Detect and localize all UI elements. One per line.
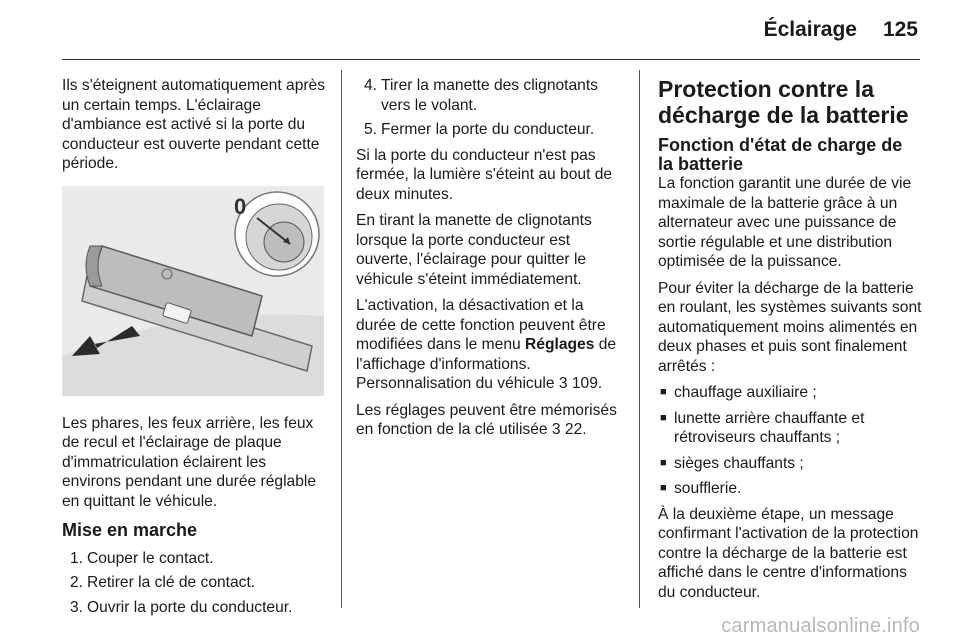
column-divider-1 — [341, 70, 342, 608]
page-reference: 3 22. — [551, 421, 587, 438]
paragraph-pull-stalk: En tirant la manette de clignotants lorsque la porte conducteur est ouverte, l'éclairage pour quitter le véhicule s'éteint immédiatement. — [356, 212, 592, 288]
list-item: ■ chauffage auxiliaire ; — [658, 383, 922, 403]
intro-paragraph: Ils s'éteignent automatiquement après un certain temps. L'éclairage d'ambiance est activé si la porte du conducteur est ouverte pendant cette période. — [62, 77, 326, 172]
paragraph-function: La fonction garantit une durée de vie maximale de la batterie grâce à un alternateur avec une puissance de sortie régulable et une distribution optimisée de la puissance. — [658, 175, 912, 270]
step-item: 4. Tirer la manette des clignotants vers le volant. — [364, 77, 598, 114]
page-header — [0, 0, 960, 62]
stalk-illustration — [62, 186, 324, 396]
page-number: 125 — [882, 18, 918, 41]
step-item: 2. Retirer la clé de contact. — [70, 574, 256, 591]
subheading-battery-charge-state: Fonction d'état de charge de la batterie — [658, 135, 903, 174]
column-2 — [356, 76, 624, 447]
figure-label: 0 — [234, 193, 247, 219]
systems-list — [658, 383, 922, 499]
paragraph-settings: L'activation, la désactivation et la durée de cette fonction peuvent être modifiées dans le menu Réglages de l'affichage d'informations. Personnalisation du véhicule 3 109. — [356, 297, 617, 392]
section-heading-mise-en-marche: Mise en marche — [62, 520, 198, 540]
list-item: ■ lunette arrière chauffante et rétroviseurs chauffants ; — [658, 409, 922, 448]
paragraph-second-stage: À la deuxième étape, un message confirmant l'activation de la protection contre la décharge de la batterie est affiché dans le centre d'informations du conducteur. — [658, 505, 919, 601]
section-heading-battery-protection: Protection contre la décharge de la batterie — [658, 76, 909, 128]
turn-signal-stalk-drawing — [62, 186, 324, 396]
header-rule — [62, 59, 920, 60]
watermark: carmanualsonline.info — [721, 615, 920, 637]
column-3 — [658, 76, 922, 609]
list-item: ■ sièges chauffants ; — [658, 454, 922, 474]
step-item: 1. Couper le contact. — [70, 549, 214, 567]
column-divider-2 — [639, 70, 640, 608]
paragraph-memorize: Les réglages peuvent être mémorisés en fonction de la clé utilisée 3 22. — [356, 401, 617, 438]
settings-menu-name: Réglages — [525, 336, 595, 353]
step-item: 5. Fermer la porte du conducteur. — [364, 121, 595, 138]
step-item: 3. Ouvrir la porte du conducteur. — [70, 598, 293, 616]
column-1 — [62, 76, 326, 623]
steps-list-2 — [356, 76, 624, 140]
page-title: Éclairage — [763, 18, 857, 41]
after-figure-paragraph: Les phares, les feux arrière, les feux de recul et l'éclairage de plaque d'immatriculation éclairent les environs pendant une durée réglable en quittant le véhicule. — [62, 414, 317, 510]
list-item: ■ soufflerie. — [658, 479, 922, 499]
steps-list-1 — [62, 549, 326, 618]
paragraph-avoid-discharge: Pour éviter la décharge de la batterie en roulant, les systèmes suivants sont automatiquement moins alimentés en deux phases et puis sont finalement arrêtés : — [658, 279, 922, 375]
paragraph-door-open: Si la porte du conducteur n'est pas fermée, la lumière s'éteint au bout de deux minutes. — [356, 146, 613, 203]
page-reference: 3 109. — [558, 375, 603, 392]
